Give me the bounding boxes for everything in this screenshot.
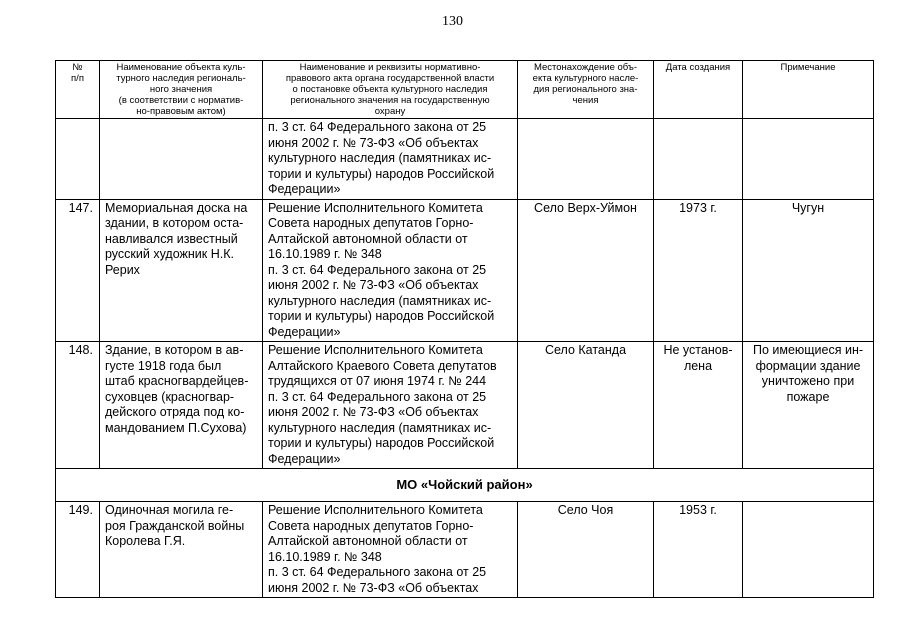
- header-act: Наименование и реквизиты нормативно- правового акта органа государственной власти о постановке объекта культурного наследия регионального значения на государственную охрану: [263, 61, 518, 119]
- cell-name: Одиночная могила ге- роя Гражданской войны Королева Г.Я.: [100, 502, 263, 598]
- heritage-table: [55, 60, 874, 598]
- header-num: № п/п: [56, 61, 100, 119]
- cell-act: п. 3 ст. 64 Федерального закона от 25 июня 2002 г. № 73-ФЗ «Об объектах культурного наследия (памятниках ис- тории и культуры) народов Российской Федерации»: [263, 119, 518, 200]
- page-number: 130: [442, 14, 463, 29]
- cell-date: 1953 г.: [654, 502, 743, 598]
- cell-note: [743, 119, 874, 200]
- cell-location: Село Катанда: [518, 342, 654, 469]
- table-row: [56, 502, 874, 598]
- table-row: [56, 342, 874, 469]
- cell-note: [743, 502, 874, 598]
- cell-num: 149.: [56, 502, 100, 598]
- cell-note: По имеющиеся ин- формации здание уничтожено при пожаре: [743, 342, 874, 469]
- cell-location: [518, 119, 654, 200]
- cell-num: [56, 119, 100, 200]
- header-note: Примечание: [743, 61, 874, 119]
- cell-name: Здание, в котором в ав- густе 1918 года был штаб красногвардейцев- суховцев (красногвар- дейского отряда под ко- мандованием П.Сухова): [100, 342, 263, 469]
- header-location: Местонахождение объ- екта культурного насле- дия регионального зна- чения: [518, 61, 654, 119]
- section-title: МО «Чойский район»: [56, 469, 874, 502]
- cell-date: 1973 г.: [654, 199, 743, 342]
- table-header-row: [56, 61, 874, 119]
- cell-date: Не установ- лена: [654, 342, 743, 469]
- cell-location: Село Чоя: [518, 502, 654, 598]
- cell-note: Чугун: [743, 199, 874, 342]
- cell-act: Решение Исполнительного Комитета Совета народных депутатов Горно- Алтайской автономной области от 16.10.1989 г. № 348 п. 3 ст. 64 Федерального закона от 25 июня 2002 г. № 73-ФЗ «Об объектах культурного наследия (памятниках ис- тории и культуры) народов Российской Федерации»: [263, 199, 518, 342]
- cell-name: [100, 119, 263, 200]
- cell-num: 148.: [56, 342, 100, 469]
- cell-act: Решение Исполнительного Комитета Алтайского Краевого Совета депутатов трудящихся от 07 июня 1974 г. № 244 п. 3 ст. 64 Федерального закона от 25 июня 2002 г. № 73-ФЗ «Об объектах культурного наследия (памятниках ис- тории и культуры) народов Российской Федерации»: [263, 342, 518, 469]
- header-date: Дата создания: [654, 61, 743, 119]
- table-row: [56, 199, 874, 342]
- table-row-continuation: [56, 119, 874, 200]
- section-header-row: [56, 469, 874, 502]
- header-name: Наименование объекта куль- турного наследия региональ- ного значения (в соответствии с норматив- но-правовым актом): [100, 61, 263, 119]
- cell-location: Село Верх-Уймон: [518, 199, 654, 342]
- cell-name: Мемориальная доска на здании, в котором оста- навливался известный русский художник Н.К. Рерих: [100, 199, 263, 342]
- cell-act: Решение Исполнительного Комитета Совета народных депутатов Горно- Алтайской автономной области от 16.10.1989 г. № 348 п. 3 ст. 64 Федерального закона от 25 июня 2002 г. № 73-ФЗ «Об объектах: [263, 502, 518, 598]
- cell-date: [654, 119, 743, 200]
- cell-num: 147.: [56, 199, 100, 342]
